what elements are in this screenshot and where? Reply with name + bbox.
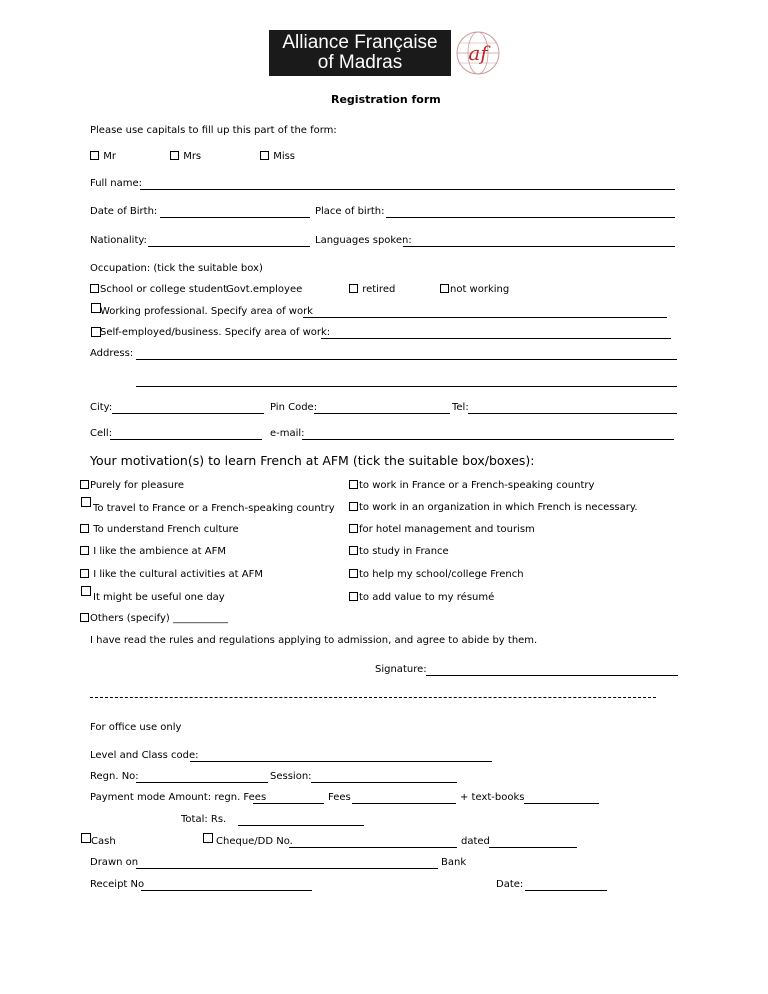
globe-emblem-icon (455, 30, 501, 76)
checkbox-pleasure[interactable] (80, 480, 89, 489)
logo (269, 30, 502, 76)
dated-label: dated (461, 836, 490, 847)
signature-label: Signature: (375, 664, 427, 675)
cell-field[interactable] (110, 439, 262, 440)
languages-label: Languages spoken: (315, 235, 412, 246)
address-field-2[interactable] (136, 386, 677, 387)
fees-label: Fees (328, 792, 351, 803)
pin-label: Pin Code: (270, 402, 318, 413)
session-field[interactable] (311, 782, 457, 783)
checkbox-culture[interactable] (80, 524, 89, 533)
pin-field[interactable] (314, 413, 450, 414)
motiv-right-1[interactable]: to work in an organization in which French is necessary. (349, 502, 638, 514)
checkbox-ambience[interactable] (80, 546, 89, 555)
motiv-left-6[interactable]: Others (specify) ___________ (80, 613, 228, 625)
occ-working-field[interactable] (303, 317, 667, 318)
checkbox-cultural-activities[interactable] (80, 569, 89, 578)
checkbox-school-french[interactable] (349, 569, 358, 578)
motiv-right-5[interactable]: to add value to my résumé (349, 592, 494, 604)
option-mr[interactable]: Mr (90, 151, 116, 163)
occ-self-field[interactable] (321, 338, 671, 339)
session-label: Session: (270, 771, 312, 782)
checkbox-work-france[interactable] (349, 480, 358, 489)
motiv-right-0[interactable]: to work in France or a French-speaking country (349, 480, 594, 492)
city-field[interactable] (112, 413, 264, 414)
email-field[interactable] (302, 439, 674, 440)
occ-retired-option[interactable]: retired (349, 284, 395, 296)
checkbox-not-working[interactable] (440, 284, 449, 293)
checkbox-study[interactable] (349, 546, 358, 555)
dob-field[interactable] (160, 217, 310, 218)
checkbox-work-org[interactable] (349, 502, 358, 511)
occ-self-label: Self-employed/business. Specify area of work: (100, 327, 331, 338)
occupation-label: Occupation: (tick the suitable box) (90, 263, 263, 274)
tel-field[interactable] (468, 413, 677, 414)
level-field[interactable] (190, 761, 492, 762)
checkbox-useful[interactable] (81, 586, 91, 596)
option-miss[interactable]: Miss (260, 151, 295, 163)
option-mrs[interactable]: Mrs (170, 151, 201, 163)
dated-field[interactable] (489, 847, 577, 848)
total-label: Total: Rs. (181, 814, 227, 825)
regn-label: Regn. No: (90, 771, 139, 782)
bank-label: Bank (441, 857, 467, 868)
divider (90, 697, 656, 698)
office-heading: For office use only (90, 722, 182, 733)
motiv-right-3[interactable]: to study in France (349, 546, 449, 558)
cell-label: Cell: (90, 428, 113, 439)
full-name-label: Full name: (90, 178, 143, 189)
cheque-field[interactable] (289, 847, 457, 848)
motiv-left-4[interactable]: I like the cultural activities at AFM (80, 569, 263, 581)
checkbox-student[interactable] (90, 284, 99, 293)
checkbox-others[interactable] (80, 613, 89, 622)
date-field[interactable] (525, 890, 607, 891)
motiv-left-5: It might be useful one day (93, 592, 225, 603)
occ-working-label: Working professional. Specify area of work (100, 306, 313, 317)
occ-student-option[interactable]: School or college student (90, 284, 227, 296)
nationality-label: Nationality: (90, 235, 147, 246)
motiv-left-0[interactable]: Purely for pleasure (80, 480, 184, 492)
motiv-left-1: To travel to France or a French-speaking country (93, 503, 335, 514)
cash-label: Cash (91, 836, 116, 847)
drawn-field[interactable] (136, 868, 438, 869)
email-label: e-mail: (270, 428, 305, 439)
pob-label: Place of birth: (315, 206, 385, 217)
cheque-label: Cheque/DD No. (216, 836, 293, 847)
checkbox-cash[interactable] (81, 833, 91, 843)
checkbox-hotel[interactable] (349, 524, 358, 533)
address-label: Address: (90, 348, 134, 359)
checkbox-mr[interactable] (90, 151, 99, 160)
tel-label: Tel: (452, 402, 469, 413)
fees-field[interactable] (352, 803, 456, 804)
level-label: Level and Class code: (90, 750, 199, 761)
motiv-left-2[interactable]: To understand French culture (80, 524, 239, 536)
regn-fees-field[interactable] (253, 803, 324, 804)
payment-label: Payment mode Amount: regn. Fees (90, 792, 267, 803)
checkbox-travel[interactable] (81, 497, 91, 507)
instruction: Please use capitals to fill up this part of the form: (90, 125, 337, 136)
motivation-heading: Your motivation(s) to learn French at AFM (tick the suitable box/boxes): (90, 453, 535, 468)
checkbox-cheque[interactable] (203, 833, 213, 843)
page-title: Registration form (331, 93, 441, 106)
checkbox-resume[interactable] (349, 592, 358, 601)
languages-field[interactable] (403, 246, 675, 247)
dob-label: Date of Birth: (90, 206, 158, 217)
logo-wordmark (269, 30, 451, 76)
logo-line1: Alliance Française (282, 32, 438, 53)
motiv-left-3[interactable]: I like the ambience at AFM (80, 546, 226, 558)
occ-not-working-option[interactable]: not working (440, 284, 509, 296)
address-field-1[interactable] (136, 359, 677, 360)
city-label: City: (90, 402, 113, 413)
signature-field[interactable] (426, 675, 678, 676)
nationality-field[interactable] (148, 246, 310, 247)
receipt-label: Receipt No (90, 879, 145, 890)
checkbox-miss[interactable] (260, 151, 269, 160)
svg-text:af: af (468, 41, 488, 65)
date-label: Date: (496, 879, 524, 890)
drawn-label: Drawn on (90, 857, 139, 868)
logo-line2: of Madras (317, 52, 403, 73)
motiv-right-2[interactable]: for hotel management and tourism (349, 524, 535, 536)
textbooks-field[interactable] (524, 803, 599, 804)
receipt-field[interactable] (141, 890, 312, 891)
regn-field[interactable] (136, 782, 268, 783)
total-field[interactable] (238, 825, 364, 826)
checkbox-mrs[interactable] (170, 151, 179, 160)
pob-field[interactable] (386, 217, 675, 218)
textbooks-label: + text-books (460, 792, 525, 803)
motiv-right-4[interactable]: to help my school/college French (349, 569, 524, 581)
checkbox-retired[interactable] (349, 284, 358, 293)
full-name-field[interactable] (140, 189, 675, 190)
agreement-text: I have read the rules and regulations applying to admission, and agree to abide by them. (90, 635, 538, 646)
occ-govt-label: Govt.employee (226, 284, 303, 295)
